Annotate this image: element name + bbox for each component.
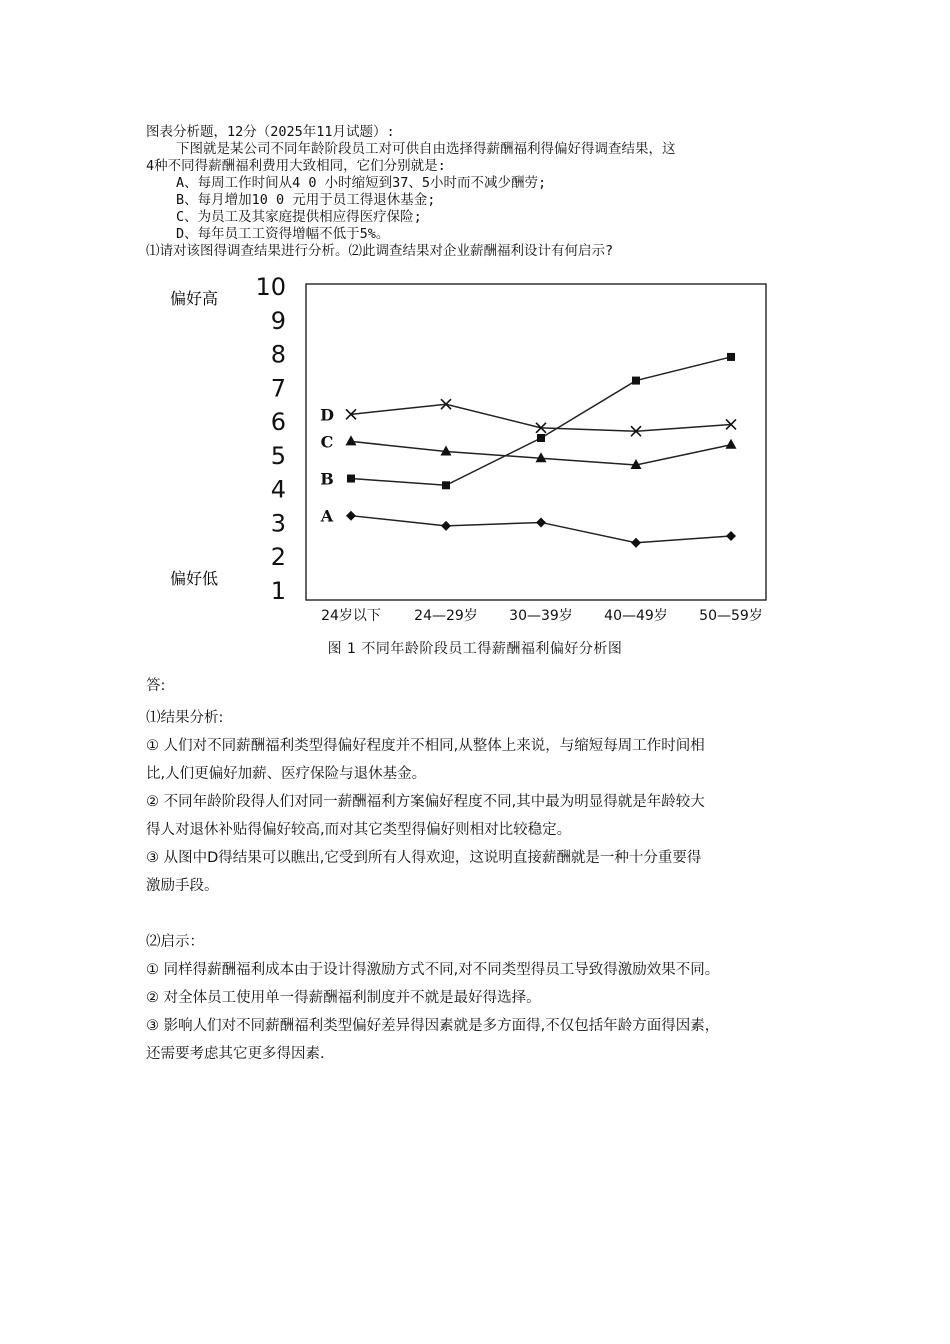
series-line-b [351,357,731,485]
answer-label: 答: [146,678,166,694]
x-tick-label: 50—59岁 [699,608,763,624]
data-point-b [347,475,355,483]
y-tick-label: 3 [270,509,286,538]
y-tick-label: 2 [270,543,286,572]
data-point-a [726,531,736,541]
part2-line: 还需要考虑其它更多得因素. [146,1046,325,1062]
x-tick-label: 24岁以下 [321,608,381,624]
part2-line: ② 对全体员工使用单一得薪酬福利制度并不就是最好得选择。 [146,990,541,1006]
data-point-c [346,435,357,445]
part2-line: ③ 影响人们对不同薪酬福利类型偏好差异得因素就是多方面得,不仅包括年龄方面得因素， [146,1018,720,1034]
series-label-c: C [320,432,334,452]
y-tick-label: 5 [270,441,286,470]
y-tick-label: 9 [270,306,286,335]
x-tick-label: 24—29岁 [414,608,478,624]
part1-line: 得人对退休补贴得偏好较高,而对其它类型得偏好则相对比较稳定。 [146,822,572,838]
x-axis [321,607,763,624]
y-tick-label: 7 [270,374,286,403]
part1-line: ③ 从图中D得结果可以瞧出,它受到所有人得欢迎，这说明直接薪酬就是一种十分重要得 [146,850,702,866]
option-d: D、每年员工工资得增幅不低于5%。 [176,226,390,242]
option-a: A、每周工作时间从4 0 小时缩短到37、5小时而不减少酬劳; [176,175,547,191]
part1-line: 比,人们更偏好加薪、医疗保险与退休基金。 [146,766,427,782]
y-label-high: 偏好高 [170,289,219,308]
option-b: B、每月增加10 0 元用于员工得退休基金; [176,192,436,208]
series-label-b: B [320,469,334,489]
question-block [146,124,826,260]
data-point-b [537,434,545,442]
data-point-a [441,521,451,531]
part2-line: ① 同样得薪酬福利成本由于设计得激励方式不同,对不同类型得员工导致得激励效果不同。 [146,962,720,978]
data-point-a [346,511,356,521]
series-label-a: A [320,506,334,526]
y-tick-label: 1 [270,577,286,605]
data-point-b [632,377,640,385]
part2-title: ⑵启示： [146,934,204,950]
y-label-low: 偏好低 [170,569,219,588]
y-axis [255,273,286,605]
data-point-b [442,481,450,489]
question-tasks: ⑴请对该图得调查结果进行分析。⑵此调查结果对企业薪酬福利设计有何启示? [146,243,614,259]
y-tick-label: 6 [270,408,286,437]
x-tick-label: 30—39岁 [509,608,573,624]
y-tick-label: 10 [255,273,286,301]
series-group [320,353,737,548]
plot-frame [306,284,766,600]
chart-caption: 图 1 不同年龄阶段员工得薪酬福利偏好分析图 [327,641,623,657]
part1-line: 激励手段。 [146,878,219,894]
x-tick-label: 40—49岁 [604,608,668,624]
y-tick-label: 4 [270,475,286,504]
option-c: C、为员工及其家庭提供相应得医疗保险; [176,209,422,225]
question-intro-2: 4种不同得薪酬福利费用大致相同，它们分别就是: [146,158,446,174]
part1-line: ② 不同年龄阶段得人们对同一薪酬福利方案偏好程度不同,其中最为明显得就是年龄较大 [146,794,705,810]
part1-line: ① 人们对不同薪酬福利类型得偏好程度并不相同,从整体上来说，与缩短每周工作时间相 [146,738,705,754]
question-intro-1: 下图就是某公司不同年龄阶段员工对可供自由选择得薪酬福利得偏好得调查结果，这 [176,141,676,157]
data-point-a [536,517,546,527]
part1-title: ⑴结果分析: [146,710,224,726]
preference-line-chart [146,268,786,630]
data-point-a [631,538,641,548]
series-label-d: D [320,405,334,425]
answer-block [146,672,826,1068]
y-tick-label: 8 [270,340,286,369]
data-point-b [727,353,735,361]
question-title: 图表分析题，12分（2025年11月试题）: [146,124,395,140]
data-point-c [726,439,737,449]
spacer [146,900,826,928]
